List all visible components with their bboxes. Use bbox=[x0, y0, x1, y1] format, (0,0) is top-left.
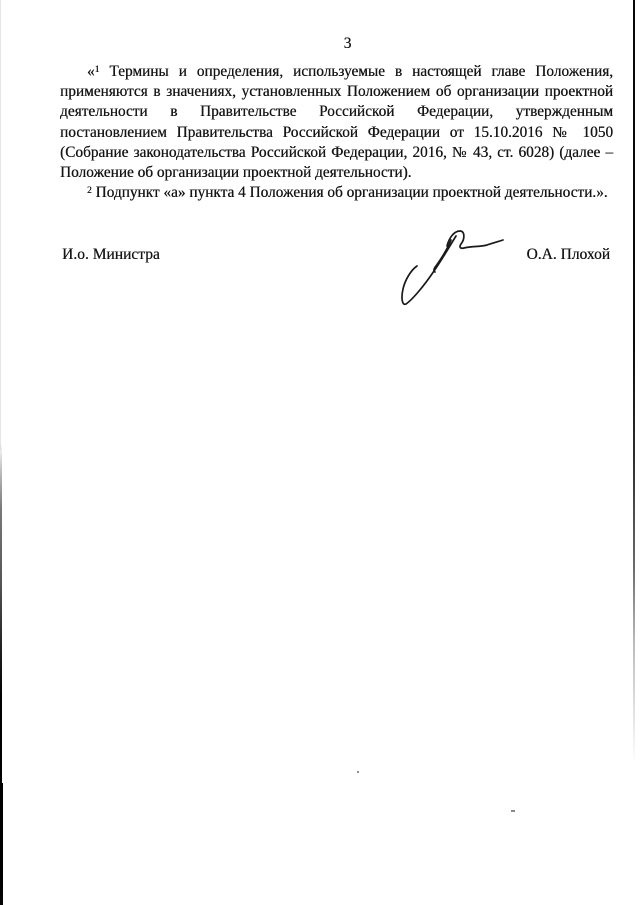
text-line bbox=[60, 143, 613, 163]
text-line bbox=[60, 82, 613, 102]
signer-name: О.А. Плохой bbox=[526, 246, 610, 263]
page-number: 3 bbox=[343, 35, 352, 52]
text-segment: деятельности в Правительстве Российской Федерации, утвержденным bbox=[60, 103, 613, 121]
text-line bbox=[60, 102, 613, 122]
footnote-marker: 2 bbox=[87, 185, 92, 196]
signer-title: И.о. Министра bbox=[62, 246, 160, 263]
scan-speck bbox=[357, 771, 359, 773]
document-body bbox=[60, 62, 613, 203]
text-segment: Подпункт «а» пункта 4 Положения об организации проектной деятельности.». bbox=[91, 184, 608, 202]
text-segment: (Собрание законодательства Российской Федерации, 2016, № 43, ст. 6028) (далее – bbox=[60, 143, 613, 161]
paragraph bbox=[60, 62, 613, 183]
scan-left-edge-faint-artifact bbox=[0, 0, 1, 450]
text-line bbox=[60, 163, 613, 183]
text-segment: постановлением Правительства Российской Федерации от 15.10.2016 № 1050 bbox=[60, 123, 613, 141]
text-segment: « bbox=[87, 63, 95, 80]
scan-speck bbox=[511, 810, 515, 812]
handwritten-signature-icon bbox=[393, 224, 509, 316]
text-segment: Термины и определения, используемые в настоящей главе Положения, bbox=[99, 63, 613, 80]
footnote-marker: 1 bbox=[94, 64, 100, 75]
text-line bbox=[60, 123, 613, 143]
text-line bbox=[60, 62, 613, 82]
paragraph bbox=[60, 183, 613, 203]
text-line bbox=[60, 183, 613, 203]
text-segment: применяются в значениях, установленных Положением об организации проектной bbox=[60, 83, 613, 101]
text-segment: Положение об организации проектной деятельности). bbox=[60, 164, 412, 182]
scan-left-bottom-blob-artifact bbox=[0, 783, 3, 905]
scan-right-edge-artifact bbox=[633, 0, 635, 765]
